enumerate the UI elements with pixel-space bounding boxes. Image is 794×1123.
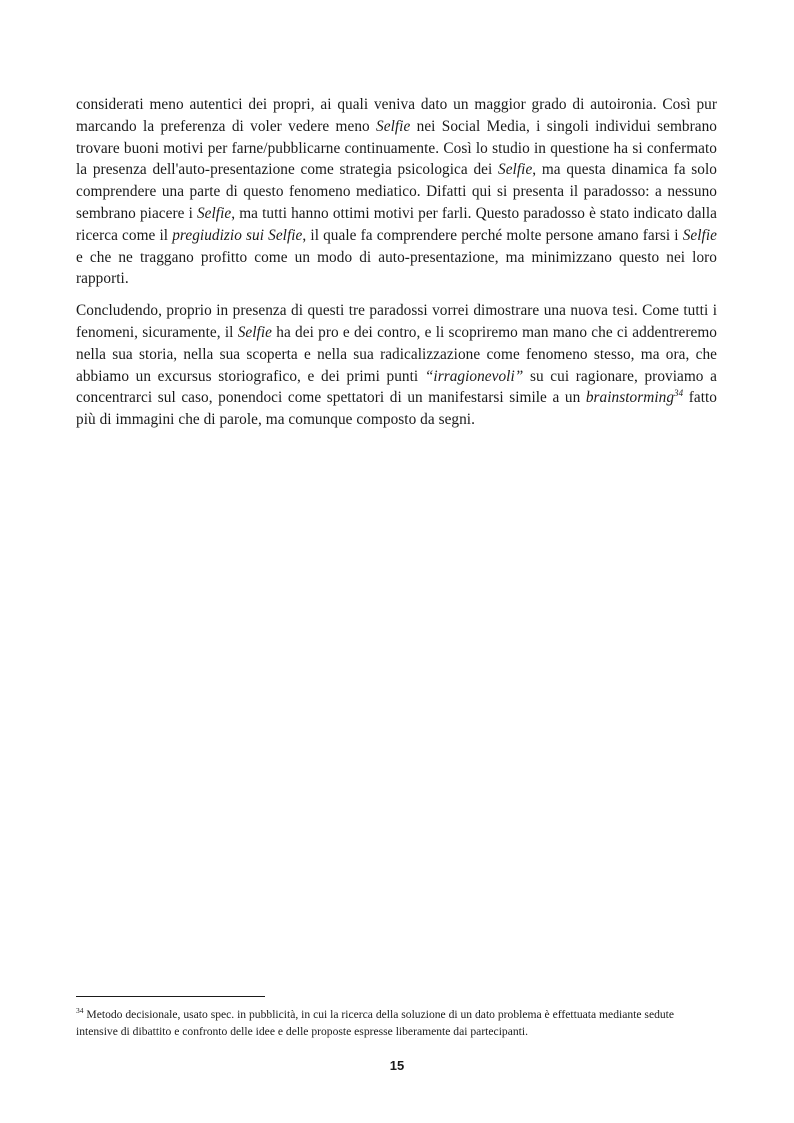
- text-run: su cui ragionare, proviamo a concentrarci sul caso, ponendoci come spettatori di un manifestarsi simile a un: [76, 367, 717, 407]
- text-run: , ma tutti hanno ottimi motivi per farli. Questo paradosso è stato indicato dalla ricerca come il: [76, 204, 717, 244]
- footnote-reference: 34: [674, 388, 684, 399]
- page-number: 15: [389, 1058, 405, 1073]
- text-run: fatto più di immagini che di parole, ma comunque composto da segni.: [76, 389, 718, 429]
- italic-text: pregiudizio sui Selfie: [172, 226, 303, 244]
- italic-text: Selfie: [196, 204, 232, 222]
- text-run: e che ne traggano profitto come un modo di auto-presentazione, ma minimizzano questo nei loro rapporti.: [76, 248, 717, 288]
- footnote-text: Metodo decisionale, usato spec. in pubblicità, in cui la ricerca della soluzione di un dato problema è effettuata mediante sedute intensive di dibattito e confronto delle idee e delle proposte espresse liberamente dai partecipanti.: [76, 1008, 675, 1038]
- footnote: [76, 1006, 717, 1040]
- text-run: considerati meno autentici dei propri, ai quali veniva dato un maggior grado di autoironia. Così pur marcando la preferenza di voler vedere meno: [76, 96, 717, 135]
- footnote-separator: [76, 996, 265, 997]
- text-run: nei Social Media, i singoli individui sembrano trovare buoni motivi per farne/pubblicarne continuamente. Così lo studio in questione ha si confermato la presenza dell'auto-presentazione come strategia psicologica dei: [76, 117, 717, 179]
- paragraph: [76, 300, 717, 431]
- text-run: ha dei pro e dei contro, e li scopriremo man mano che ci addentreremo nella sua storia, nella sua scoperta e nella sua radicalizzazione come fenomeno stesso, ma ora, che abbiamo un excursus storiografico, e dei primi punti: [76, 323, 717, 385]
- text-run: , ma questa dinamica fa solo comprendere una parte di questo fenomeno mediatico. Difatti qui si presenta il paradosso: a nessuno sembrano piacere i: [76, 161, 717, 222]
- footnote-number: 34: [76, 1006, 84, 1016]
- paragraph: [76, 94, 717, 290]
- italic-text: “irragionevoli”: [424, 367, 524, 385]
- italic-text: Selfie: [682, 226, 717, 244]
- italic-text: Selfie: [237, 323, 272, 341]
- text-run: Concludendo, proprio in presenza di questi tre paradossi vorrei dimostrare una nuova tesi. Come tutti i fenomeni, sicuramente, il: [76, 302, 717, 341]
- italic-text: Selfie: [376, 117, 411, 135]
- text-run: , il quale fa comprendere perché molte persone amano farsi i: [302, 226, 683, 244]
- italic-text: Selfie: [498, 161, 533, 179]
- italic-text: brainstorming: [585, 389, 675, 407]
- body-text: [76, 94, 717, 441]
